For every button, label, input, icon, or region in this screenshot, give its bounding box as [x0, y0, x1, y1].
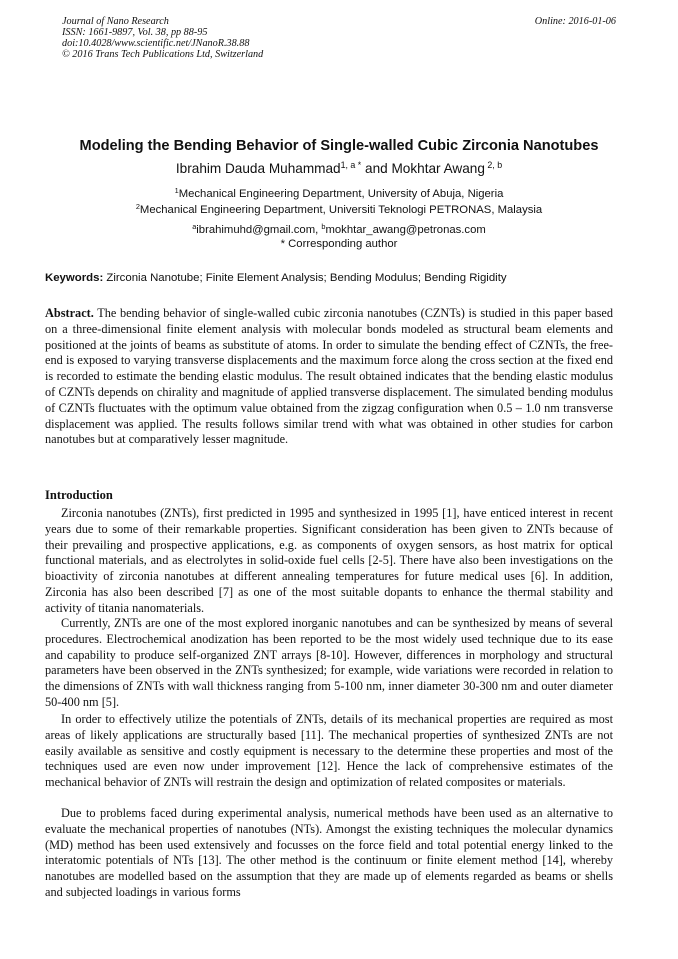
affil-1-sup: 1: [174, 185, 179, 195]
author-line: [30, 160, 648, 178]
author-2: Mokhtar Awang: [391, 161, 485, 176]
journal-issn: ISSN: 1661-9897, Vol. 38, pp 88-95: [62, 27, 208, 38]
intro-paragraph-4: Due to problems faced during experimental analysis, numerical methods have been used as an alternative to evaluate the mechanical properties of nanotubes (NTs). Amongst the existing techniques the molecular dynamics (MD) method has been used extensively and focusses on the force field and total potential energy linked to the interatomic potentials of NTs [13]. The other method is the continuum or finite element method [14], whereby nanotubes are modelled based on the assumption that they are made up of elements regarded as beams or shells and subjected loadings in various forms: [45, 806, 613, 899]
corresponding-author: * Corresponding author: [280, 238, 398, 250]
email-a[interactable]: ibrahimuhd@gmail.com,: [196, 224, 322, 236]
journal-header: [62, 16, 263, 60]
abstract-text: The bending behavior of single-walled cubic zirconia nanotubes (CZNTs) is studied in this paper based on a three-dimensional finite element analysis with molecular bonds modeled as structural beam elements and positioned at the joints of beams as substitute of atoms. In order to simulate the bending effect of CZNTs, the free-end is exposed to varying transverse displacements and the maximum force along the cross section at the fixed end is recorded to estimate the bending elastic modulus. The result obtained indicates that the bending elastic modulus of CZNTs depends on chirality and magnitude of applied transverse displacement. The simulated bending modulus of CZNTs fluctuates with the optimum value obtained from the zigzag configuration when 0.5 – 1.0 nm transverse displacement was applied. The results follows similar trend with what was obtained in other studies for carbon nanotubes but at comparatively lesser magnitude.: [45, 306, 613, 447]
intro-heading: Introduction: [45, 488, 113, 502]
abstract-label: Abstract.: [45, 306, 94, 320]
journal-copyright: © 2016 Trans Tech Publications Ltd, Switzerland: [62, 49, 264, 60]
email-a-sup: a: [192, 221, 197, 231]
affil-2-sup: 2: [135, 201, 140, 211]
journal-doi[interactable]: doi:10.4028/www.scientific.net/JNanoR.38.88: [62, 38, 250, 49]
online-date: Online: 2016-01-06: [534, 16, 616, 27]
journal-name: Journal of Nano Research: [62, 16, 169, 27]
paper-title: Modeling the Bending Behavior of Single-walled Cubic Zirconia Nanotubes: [79, 138, 599, 154]
intro-paragraph-1: Zirconia nanotubes (ZNTs), first predicted in 1995 and synthesized in 1995 [1], have enticed interest in recent years due to some of their remarkable properties. Significant consideration has been given to ZNTs because of their prevailing and prospective applications, e.g. as components of oxygen sensors, as host matrix for optical functional materials, and as electrolytes in solid-oxide fuel cells [2-5]. There have also been investigations on the bioactivity of zirconia nanotubes at different annealing temperatures for future medical uses [6]. In addition, Zirconia has also been described [7] as one of the most suitable dopants to enhance the thermal stability and activity of titania nanomaterials.: [45, 506, 613, 615]
author-1-sup: 1, a *: [340, 160, 362, 171]
author-2-sup: 2, b: [484, 160, 503, 171]
affiliation-2: [30, 203, 648, 218]
abstract: [45, 306, 613, 448]
keywords-line: [45, 271, 507, 286]
email-b-sup: b: [321, 221, 326, 231]
keywords-label: Keywords:: [45, 272, 104, 284]
intro-paragraph-2: Currently, ZNTs are one of the most explored inorganic nanotubes and can be synthesized by means of several procedures. Electrochemical anodization has been reported to be the most widely used technique due to its ease and capability to produce self-organized ZNT arrays [8-10]. However, differences in morphology and structural parameters have been observed in the ZNTs synthesized; for example, wide variations were recorded in relation to the dimensions of ZNTs with wall thickness ranging from 5-100 nm, inner diameter 30-300 nm and outer diameter 50-400 nm [5].: [45, 616, 613, 709]
author-1: Ibrahim Dauda Muhammad: [175, 161, 341, 176]
intro-paragraph-3: In order to effectively utilize the potentials of ZNTs, details of its mechanical properties are required as most areas of likely applications are structurally based [11]. The mechanical properties of synthesized ZNTs are not easily available as sensitive and costly equipment is necessary to the determine these properties and most of the techniques used are even now under improvement [12]. Hence the lack of comprehensive estimates of the mechanical behavior of ZNTs will restrain the design and optimization of related composites or materials.: [45, 712, 613, 790]
affil-2-text: Mechanical Engineering Department, Universiti Teknologi PETRONAS, Malaysia: [139, 204, 543, 216]
email-b[interactable]: mokhtar_awang@petronas.com: [325, 224, 486, 236]
affil-1-text: Mechanical Engineering Department, University of Abuja, Nigeria: [178, 188, 504, 200]
affiliation-1: [30, 187, 648, 202]
email-line: [30, 223, 648, 238]
keywords-text: Zirconia Nanotube; Finite Element Analysis; Bending Modulus; Bending Rigidity: [103, 272, 507, 284]
author-and: and: [361, 161, 392, 176]
